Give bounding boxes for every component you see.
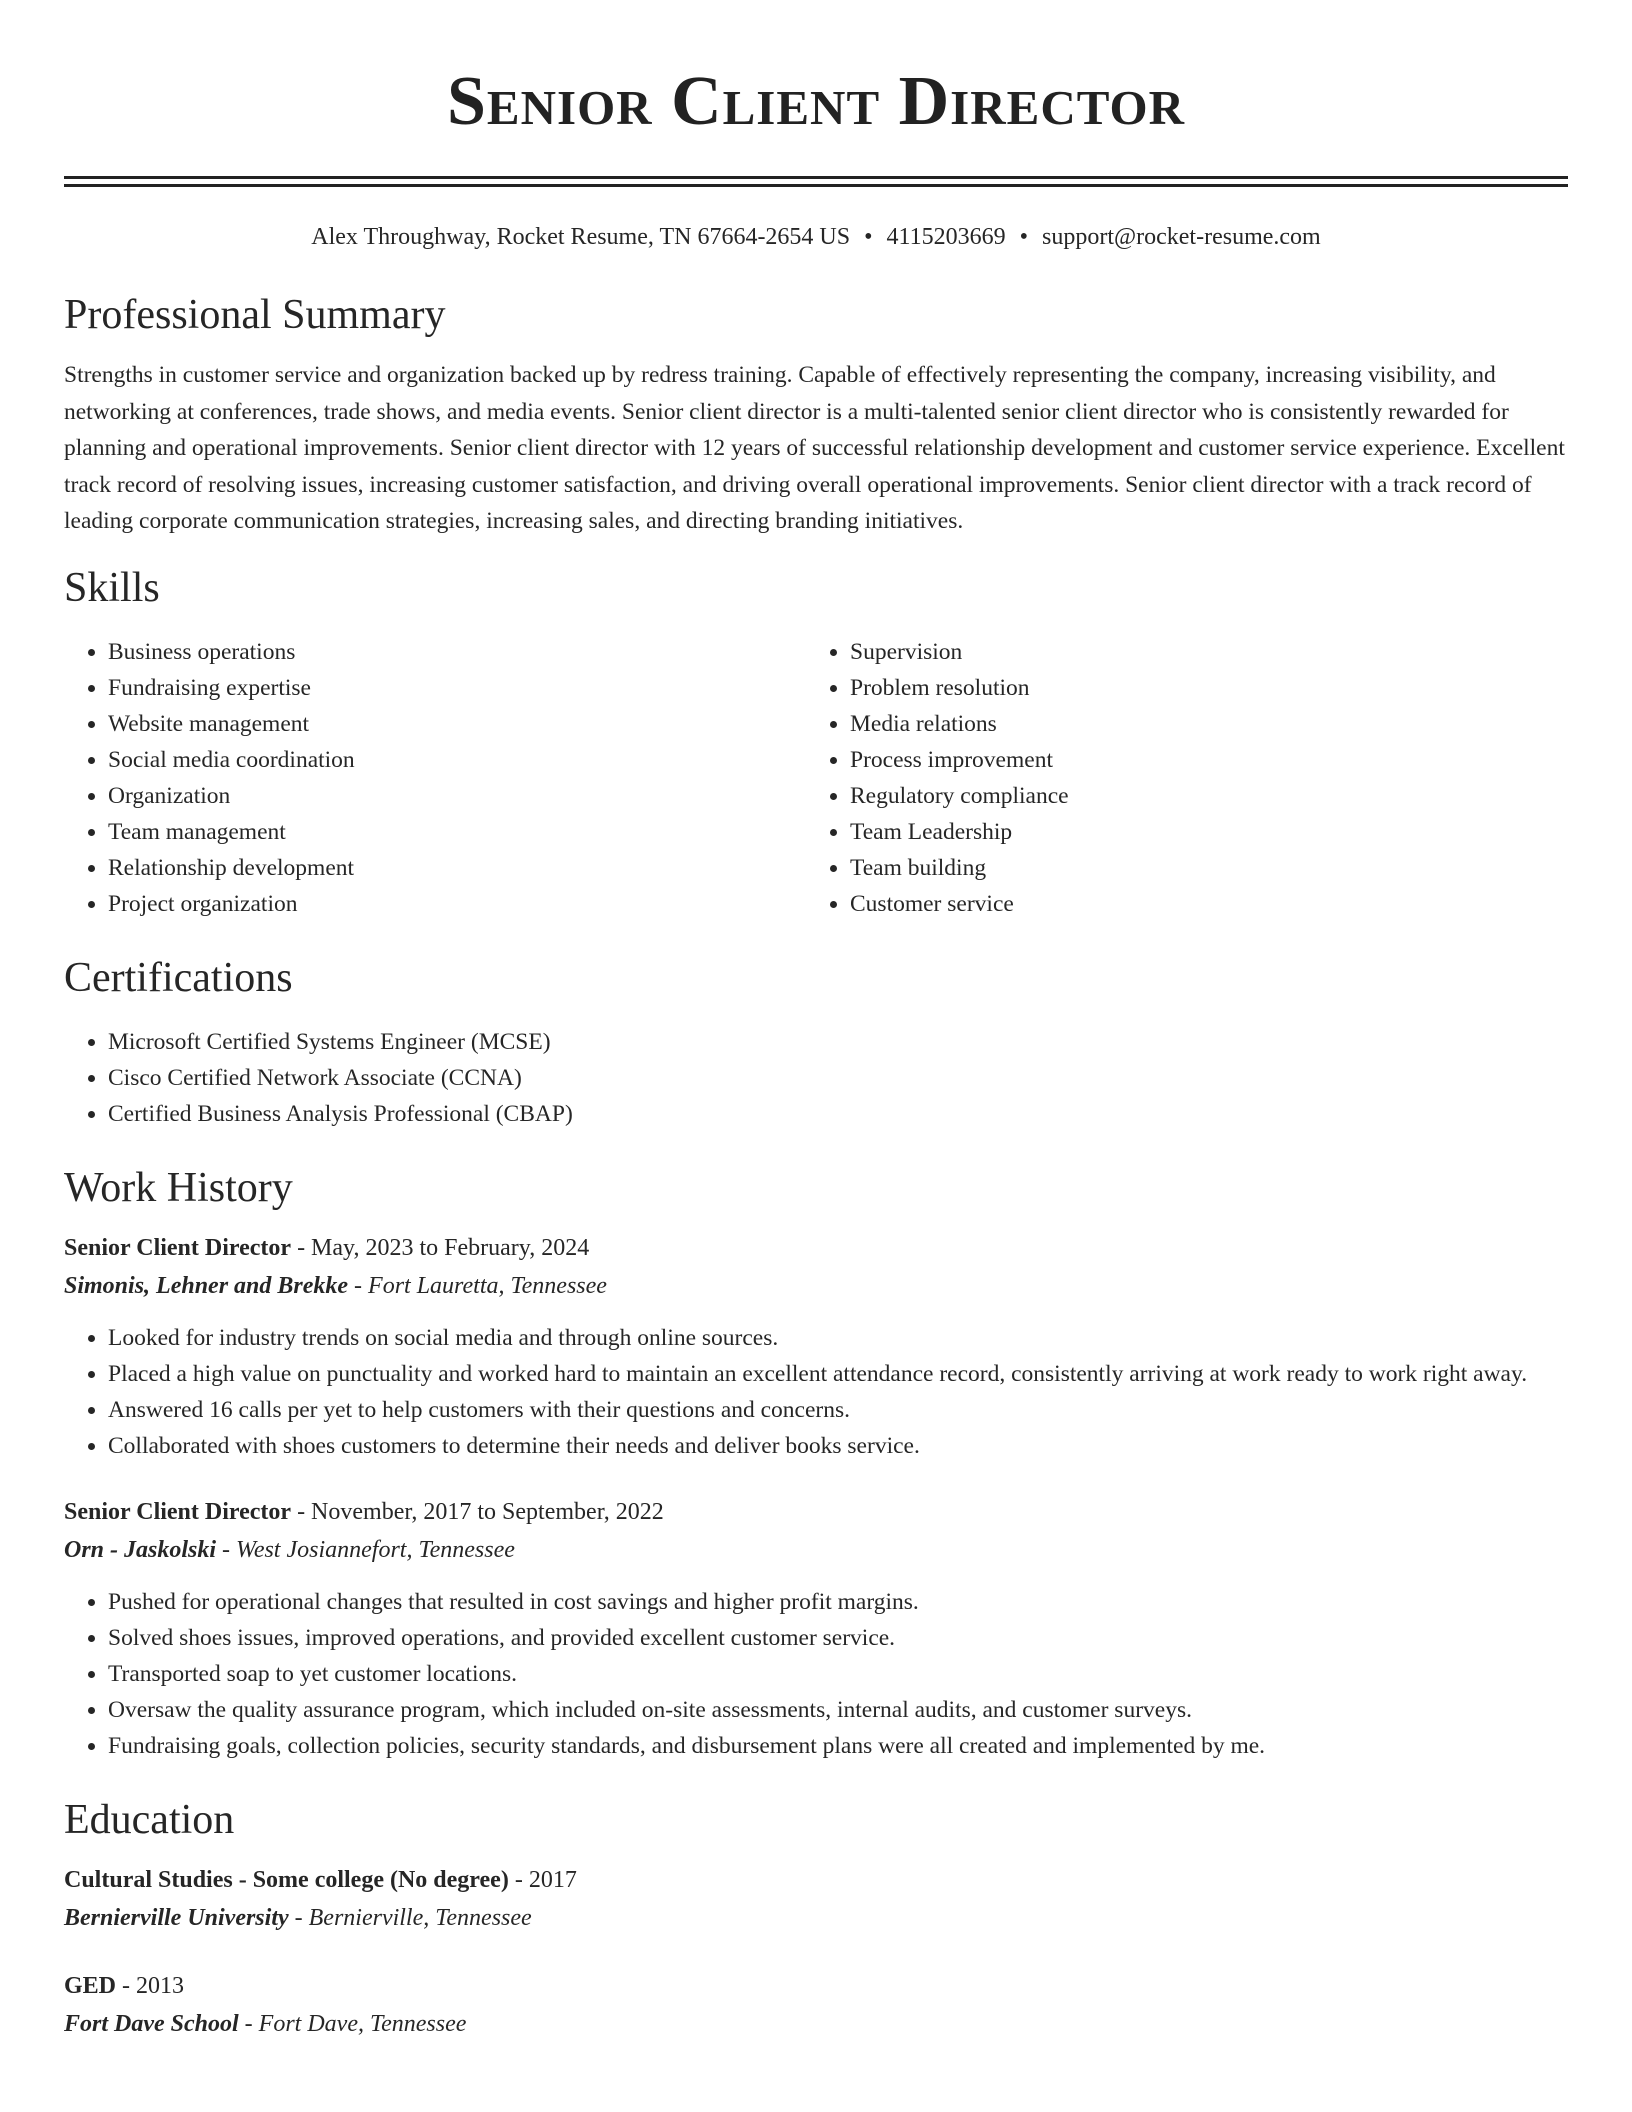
certifications-list (64, 1024, 1568, 1132)
job-bullet: • Solved shoes issues, improved operations, and provided excellent customer service. (108, 1620, 1568, 1656)
job-bullet: • Answered 16 calls per yet to help customers with their questions and concerns. (108, 1392, 1568, 1428)
job-location: - West Josiannefort, Tennessee (216, 1536, 515, 1563)
summary-text: Strengths in customer service and organization backed up by redress training. Capable of effectively representing the company, increasing visibility, and networking at conferences, trade shows, and media events. Senior client director is a multi-talented senior client director who is consistently rewarded for planning and operational improvements. Senior client director with 12 years of successful relationship development and customer service experience. Excellent track record of resolving issues, increasing customer satisfaction, and driving overall operational improvements. Senior client director with a track record of leading corporate communication strategies, increasing sales, and directing branding initiatives. (64, 362, 1565, 534)
education-entry (64, 1968, 1568, 2044)
job-bullets (64, 1584, 1568, 1764)
work-history-heading: Work History (64, 1164, 293, 1211)
education-year: - 2013 (116, 1972, 185, 1999)
job-entry (64, 1230, 1568, 1464)
skill-item: • Process improvement (850, 742, 1548, 778)
education-heading: Education (64, 1796, 235, 1843)
skills-right-list (806, 634, 1548, 922)
education-year: - 2017 (508, 1866, 577, 1893)
job-title-line (64, 1494, 1568, 1530)
skill-item: • Relationship development (108, 850, 806, 886)
job-bullet: • Placed a high value on punctuality and worked hard to maintain an excellent attendance record, consistently arriving at work ready to work right away. (108, 1356, 1568, 1392)
contact-separator: • (1019, 224, 1029, 250)
skills-heading: Skills (64, 564, 160, 611)
skill-item: • Media relations (850, 706, 1548, 742)
contact-email: support@rocket-resume.com (1042, 224, 1321, 250)
job-company: Simonis, Lehner and Brekke (64, 1272, 349, 1299)
skill-item: • Team management (108, 814, 806, 850)
job-location: - Fort Lauretta, Tennessee (348, 1272, 607, 1299)
job-bullets (64, 1320, 1568, 1464)
contact-phone: 4115203669 (886, 224, 1006, 250)
job-bullet: • Looked for industry trends on social media and through online sources. (108, 1320, 1568, 1356)
job-bullet: • Pushed for operational changes that resulted in cost savings and higher profit margins. (108, 1584, 1568, 1620)
job-dates: - November, 2017 to September, 2022 (291, 1498, 664, 1525)
education-school: Bernierville University (64, 1904, 289, 1931)
education-school-line (64, 2004, 1568, 2044)
certifications-heading: Certifications (64, 954, 293, 1001)
skill-item: • Regulatory compliance (850, 778, 1548, 814)
job-company: Orn - Jaskolski (64, 1536, 217, 1563)
education-school: Fort Dave School (64, 2010, 239, 2037)
education-degree-line (64, 1968, 1568, 2004)
education-location: - Bernierville, Tennessee (288, 1904, 532, 1931)
contact-separator: • (864, 224, 873, 250)
skill-item: • Problem resolution (850, 670, 1548, 706)
education-school-line (64, 1898, 1568, 1938)
certification-item: • Cisco Certified Network Associate (CCNA) (108, 1060, 1568, 1096)
education-degree: Cultural Studies - Some college (No degree) (64, 1866, 509, 1893)
education-entry (64, 1862, 1568, 1938)
skill-item: • Business operations (108, 634, 806, 670)
certification-item: • Certified Business Analysis Professional (CBAP) (108, 1096, 1568, 1132)
skill-item: • Supervision (850, 634, 1548, 670)
skill-item: • Fundraising expertise (108, 670, 806, 706)
certification-item: • Microsoft Certified Systems Engineer (MCSE) (108, 1024, 1568, 1060)
skill-item: • Project organization (108, 886, 806, 922)
skills-columns (64, 634, 1568, 922)
job-bullet: • Collaborated with shoes customers to determine their needs and deliver books service. (108, 1428, 1568, 1464)
summary-heading: Professional Summary (64, 292, 446, 338)
skill-item: • Team Leadership (850, 814, 1548, 850)
job-entry (64, 1494, 1568, 1764)
job-title: Senior Client Director (64, 1498, 292, 1525)
job-bullet: • Fundraising goals, collection policies, security standards, and disbursement plans were all created and implemented by me. (108, 1728, 1568, 1764)
skill-item: • Organization (108, 778, 806, 814)
skills-left-list (64, 634, 806, 922)
job-title-line (64, 1230, 1568, 1266)
job-dates: - May, 2023 to February, 2024 (291, 1234, 590, 1261)
title-divider (64, 176, 1568, 187)
job-bullet: • Oversaw the quality assurance program, which included on-site assessments, internal audits, and customer surveys. (108, 1692, 1568, 1728)
job-company-line (64, 1530, 1568, 1570)
contact-line (64, 221, 1568, 253)
job-company-line (64, 1266, 1568, 1306)
education-degree-line (64, 1862, 1568, 1898)
education-degree: GED (64, 1972, 117, 1999)
skill-item: • Social media coordination (108, 742, 806, 778)
skill-item: • Customer service (850, 886, 1548, 922)
job-title: Senior Client Director (64, 1234, 292, 1261)
resume-title: Senior Client Director (447, 63, 1185, 140)
contact-address: Alex Throughway, Rocket Resume, TN 67664-2654 US (311, 224, 851, 250)
skill-item: • Website management (108, 706, 806, 742)
job-bullet: • Transported soap to yet customer locations. (108, 1656, 1568, 1692)
skill-item: • Team building (850, 850, 1548, 886)
education-location: - Fort Dave, Tennessee (238, 2010, 467, 2037)
